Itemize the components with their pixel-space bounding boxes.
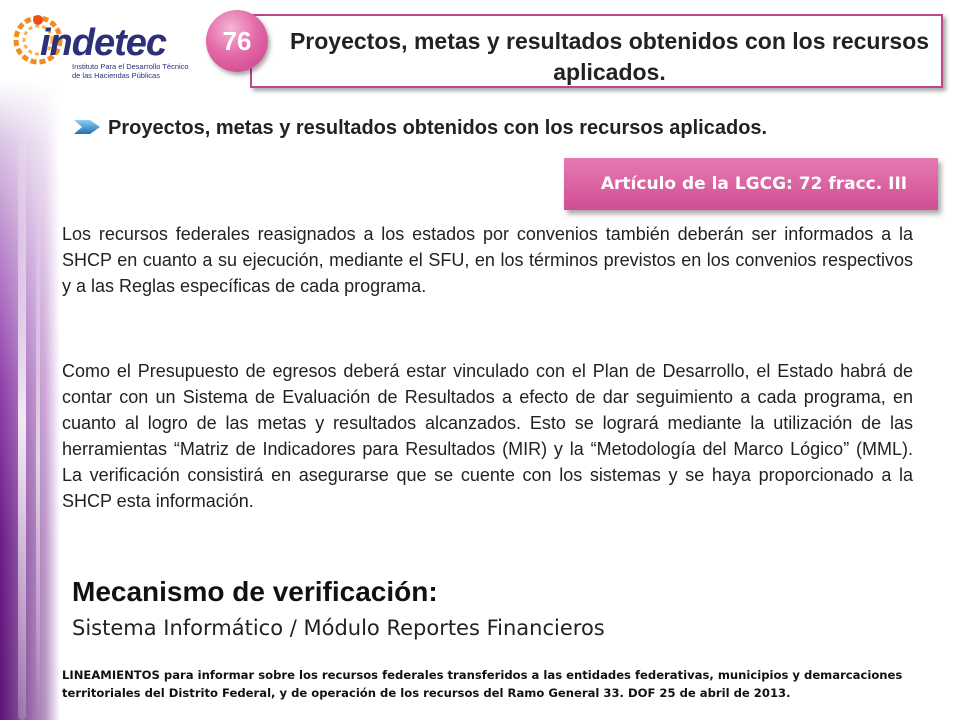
slide-number-badge: 76 [206, 10, 268, 72]
logo-tagline-line1: Instituto Para el Desarrollo Técnico [72, 62, 189, 71]
body-paragraph-1: Los recursos federales reasignados a los estados por convenios también deberán ser informados a la SHCP en cuanto a su ejecución, mediante el SFU, en los términos previstos en los convenios respectivos y a las Reglas específicas de cada programa. [62, 224, 913, 296]
article-reference-box: Artículo de la LGCG: 72 fracc. III [564, 158, 938, 210]
section-subtitle-text: Proyectos, metas y resultados obtenidos con los recursos aplicados. [108, 117, 768, 139]
slide-title-box [250, 14, 943, 88]
legal-footnote: LINEAMIENTOS para informar sobre los recursos federales transferidos a las entidades federativas, municipios y demarcaciones territoriales del Distrito Federal, y de operación de los recursos del Ramo General 33. DOF 25 de abril de 2013. [62, 668, 903, 700]
body-paragraph-2: Como el Presupuesto de egresos deberá estar vinculado con el Plan de Desarrollo, el Estado habrá de contar con un Sistema de Evaluación de Resultados a efecto de dar seguimiento a cada programa, en cuanto al logro de las metas y resultados alcanzados. Esto se logrará mediante la utilización de las herramientas “Matriz de Indicadores para Resultados (MIR) y la “Metodología del Marco Lógico” (MML). La verificación consistirá en asegurarse que se cuente con los sistemas y se haya proporcionado a la SHCP esta información. [62, 361, 913, 511]
logo-wordmark: indetec [40, 22, 167, 64]
section-subtitle [72, 114, 918, 142]
logo-tagline-line2: de las Haciendas Públicas [72, 71, 160, 80]
decorative-side-strip [0, 80, 60, 720]
indetec-logo [10, 10, 189, 80]
slide-title: Proyectos, metas y resultados obtenidos con los recursos aplicados. [289, 28, 930, 85]
verification-mechanism-title: Mecanismo de verificación: [72, 576, 438, 607]
arrow-icon [72, 118, 102, 136]
verification-mechanism-subtitle: Sistema Informático / Módulo Reportes Financieros [72, 616, 605, 640]
